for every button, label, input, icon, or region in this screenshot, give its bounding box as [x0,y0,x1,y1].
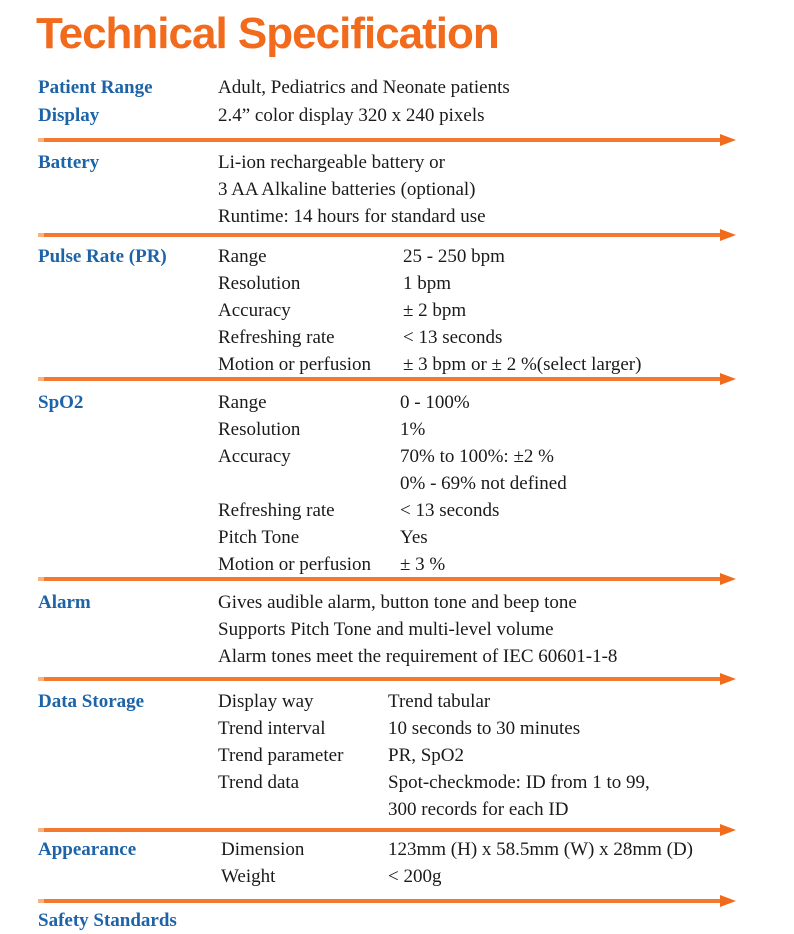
data-storage-label: Data Storage [38,691,145,712]
patient-range-label: Patient Range [38,77,153,98]
spec-key: Trend data [218,772,300,793]
display-label: Display [38,105,100,126]
spec-value: ± 3 % [400,554,446,575]
spec-value: 10 seconds to 30 minutes [388,718,581,739]
alarm-line: Alarm tones meet the requirement of IEC 60601-1-8 [218,646,618,667]
spec-key: Pitch Tone [218,527,300,548]
alarm-line: Supports Pitch Tone and multi-level volume [218,619,554,640]
spec-key: Motion or perfusion [218,354,372,375]
divider-arrow [38,823,736,837]
page-title: Technical Specification [36,9,499,58]
spec-key: Accuracy [218,300,291,321]
spec-value: < 13 seconds [403,327,503,348]
spec-value: 25 - 250 bpm [403,246,505,267]
divider-arrow [38,228,736,242]
spec-value: PR, SpO2 [388,745,465,766]
divider-arrow [38,572,736,586]
spec-value: Trend tabular [388,691,491,712]
spec-value: 0% - 69% not defined [400,473,567,494]
spec-value: Yes [400,527,428,548]
spec-key: Range [218,246,267,267]
battery-line: Runtime: 14 hours for standard use [218,206,486,227]
divider-arrow [38,372,736,386]
pulse-rate-label: Pulse Rate (PR) [38,246,167,267]
spec-key: Trend parameter [218,745,344,766]
divider-arrow [38,894,736,908]
spec-key: Accuracy [218,446,291,467]
spec-key: Weight [221,866,276,887]
spec-value: 1 bpm [403,273,452,294]
spec-key: Resolution [218,273,301,294]
spec-key: Display way [218,691,314,712]
spec-key: Refreshing rate [218,500,335,521]
divider-arrow [38,133,736,147]
section-safety-standards [0,907,794,931]
spec-value: < 13 seconds [400,500,500,521]
divider-arrow [38,672,736,686]
safety-standards-label: Safety Standards [38,910,177,931]
spec-key: Refreshing rate [218,327,335,348]
spec-value: ± 2 bpm [403,300,467,321]
alarm-line: Gives audible alarm, button tone and beep tone [218,592,577,613]
spec-key: Dimension [221,839,305,860]
spo2-label: SpO2 [38,392,84,413]
alarm-label: Alarm [38,592,91,613]
spec-key: Motion or perfusion [218,554,372,575]
spec-key: Range [218,392,267,413]
spec-value: 123mm (H) x 58.5mm (W) x 28mm (D) [388,839,694,860]
spec-value: 300 records for each ID [388,799,569,820]
patient-range-value: Adult, Pediatrics and Neonate patients [218,77,510,98]
spec-key: Resolution [218,419,301,440]
spec-value: < 200g [388,866,442,887]
spec-value: 0 - 100% [400,392,470,413]
spec-key: Trend interval [218,718,326,739]
battery-line: 3 AA Alkaline batteries (optional) [218,179,476,200]
appearance-label: Appearance [38,839,137,860]
spec-value: 70% to 100%: ±2 % [400,446,554,467]
battery-line: Li-ion rechargeable battery or [218,152,446,173]
display-value: 2.4” color display 320 x 240 pixels [218,105,485,126]
spec-value: Spot-checkmode: ID from 1 to 99, [388,772,650,793]
spec-value: 1% [400,419,426,440]
spec-value: ± 3 bpm or ± 2 %(select larger) [403,354,642,375]
battery-label: Battery [38,152,100,173]
